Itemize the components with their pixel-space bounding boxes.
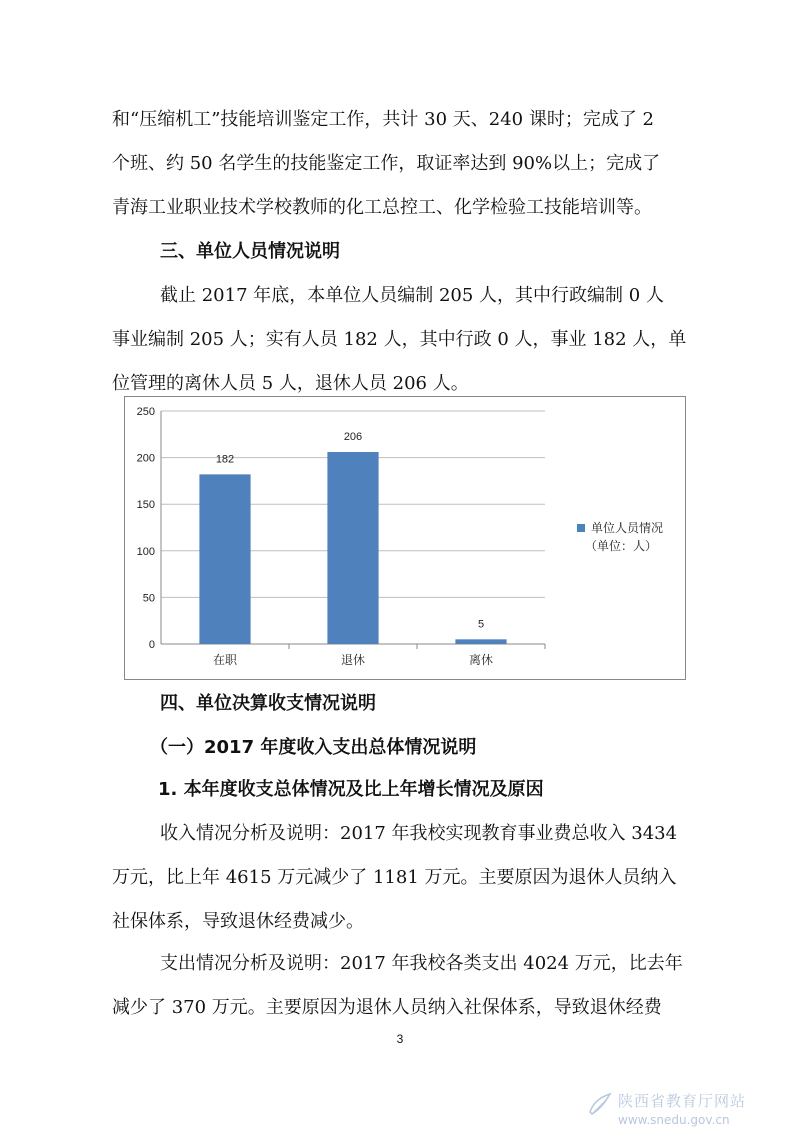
x-tick-label: 退休 bbox=[340, 653, 366, 667]
data-label: 182 bbox=[215, 453, 235, 466]
x-tick-label: 离休 bbox=[468, 653, 494, 667]
section-heading: 三、单位人员情况说明 bbox=[160, 241, 340, 262]
bar bbox=[199, 474, 250, 644]
chart-canvas bbox=[125, 397, 687, 681]
legend-label: （单位：人） bbox=[585, 539, 658, 553]
watermark-title: 陕西省教育厅网站 bbox=[618, 1092, 747, 1110]
x-tick-label: 在职 bbox=[212, 653, 238, 667]
y-tick-label: 150 bbox=[136, 499, 155, 512]
paragraph-line: 减少了 370 万元。主要原因为退休人员纳入社保体系，导致退休经费 bbox=[112, 997, 662, 1018]
legend-swatch bbox=[577, 524, 585, 532]
y-tick-label: 0 bbox=[148, 639, 155, 651]
data-label: 5 bbox=[477, 618, 485, 631]
subsection-heading: 1. 本年度收支总体情况及比上年增长情况及原因 bbox=[158, 779, 544, 800]
y-tick-label: 50 bbox=[142, 592, 155, 605]
paragraph-line: 位管理的离休人员 5 人，退休人员 206 人。 bbox=[112, 373, 469, 394]
paragraph-line: 个班、约 50 名学生的技能鉴定工作，取证率达到 90%以上；完成了 bbox=[112, 153, 661, 174]
paragraph-line: 青海工业职业技术学校教师的化工总控工、化学检验工技能培训等。 bbox=[112, 197, 652, 218]
paragraph-line: 事业编制 205 人；实有人员 182 人，其中行政 0 人，事业 182 人，单 bbox=[112, 329, 687, 350]
paragraph-line: 社保体系，导致退休经费减少。 bbox=[112, 911, 364, 932]
data-label: 206 bbox=[343, 431, 363, 444]
y-tick-label: 200 bbox=[136, 452, 155, 465]
page-number: 3 bbox=[396, 1032, 404, 1046]
paragraph-line: 和“压缩机工”技能培训鉴定工作，共计 30 天、240 课时；完成了 2 bbox=[112, 109, 655, 130]
y-tick-label: 250 bbox=[136, 406, 155, 418]
paragraph-line: 收入情况分析及说明：2017 年我校实现教育事业费总收入 3434 bbox=[160, 823, 678, 844]
y-tick-label: 100 bbox=[136, 545, 155, 558]
watermark-logo-icon bbox=[586, 1090, 614, 1118]
bar bbox=[327, 452, 378, 644]
paragraph-line: 万元，比上年 4615 万元减少了 1181 万元。主要原因为退休人员纳入 bbox=[112, 867, 677, 888]
staff-bar-chart bbox=[124, 396, 686, 680]
bar bbox=[455, 639, 506, 644]
section-heading: 四、单位决算收支情况说明 bbox=[160, 693, 376, 714]
site-watermark bbox=[618, 1090, 798, 1127]
paragraph-line: 截止 2017 年底，本单位人员编制 205 人，其中行政编制 0 人 bbox=[160, 285, 664, 306]
paragraph-line: 支出情况分析及说明：2017 年我校各类支出 4024 万元，比去年 bbox=[160, 953, 683, 974]
watermark-url: www.snedu.gov.cn bbox=[618, 1113, 730, 1127]
legend-label: 单位人员情况 bbox=[591, 521, 664, 535]
subsection-heading: （一）2017 年度收入支出总体情况说明 bbox=[150, 737, 477, 758]
